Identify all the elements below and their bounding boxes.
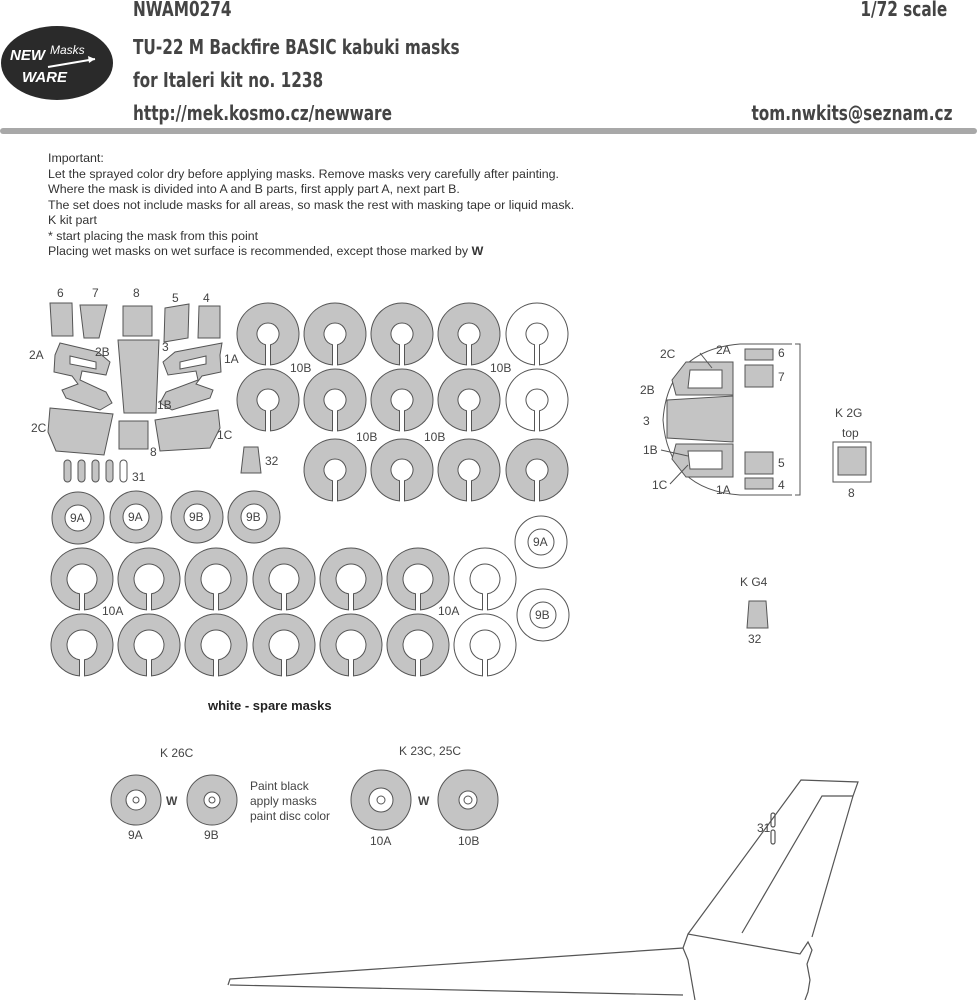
- ring-10B: [371, 303, 433, 365]
- label-7: 7: [92, 286, 99, 300]
- ring-10B: [438, 303, 500, 365]
- label-2B: 2B: [95, 345, 110, 359]
- mask-piece-1C: [155, 410, 220, 451]
- w-mark: W: [471, 244, 484, 258]
- ring-10B: [371, 439, 433, 501]
- ring-10A: [320, 548, 382, 610]
- instruction-line: The set does not include masks for all areas, so mask the rest with masking tape or liquid mask.: [48, 197, 575, 212]
- logo-ware: WARE: [22, 69, 67, 86]
- instruction-line: * start placing the mask from this point: [48, 228, 259, 243]
- product-title: TU-22 M Backfire BASIC kabuki masks: [133, 35, 460, 59]
- wheel-label-10A: 10A: [370, 834, 392, 848]
- label-5: 5: [172, 291, 179, 305]
- ring-10A: [118, 614, 180, 676]
- k26c-label: K 26C: [160, 746, 194, 760]
- label-10B: 10B: [490, 361, 512, 375]
- ring-10A: [320, 614, 382, 676]
- canopy-label-7: 7: [778, 370, 785, 384]
- instruction-line: Where the mask is divided into A and B parts, first apply part A, next part B.: [48, 182, 460, 196]
- label-10A: 10A: [102, 604, 124, 618]
- label-4: 4: [203, 291, 210, 305]
- ring-10A: [118, 548, 180, 610]
- wheel-label-9A: 9A: [128, 828, 143, 842]
- instructions-heading: Important:: [48, 151, 104, 165]
- ring-10A: [253, 548, 315, 610]
- product-code: NWAM0274: [133, 0, 232, 21]
- label-10A: 10A: [438, 604, 460, 618]
- ring-label-9A: 9A: [533, 535, 548, 549]
- tail-label-31: 31: [757, 821, 771, 835]
- mask-strip-31: [78, 460, 85, 482]
- kg4-part-label: 32: [748, 632, 762, 646]
- mask-piece-7: [80, 305, 107, 338]
- canopy-2A-inner: [688, 370, 722, 388]
- tail-strip-31: [771, 813, 775, 827]
- label-10B: 10B: [424, 430, 446, 444]
- instruction-line: K kit part: [48, 213, 97, 227]
- k23c-label: K 23C, 25C: [399, 744, 462, 758]
- k2g-mask: [838, 447, 866, 475]
- scale-label: 1/72 scale: [860, 0, 947, 21]
- mask-strip-31: [92, 460, 99, 482]
- canopy-label-1A: 1A: [716, 483, 731, 497]
- paint-note-line: apply masks: [250, 794, 317, 808]
- email-address: tom.nwkits@seznam.cz: [750, 101, 952, 125]
- ring-10B: [304, 439, 366, 501]
- label-8b: 8: [150, 445, 157, 459]
- mask-piece-32: [241, 447, 261, 473]
- canopy-4: [745, 478, 773, 489]
- ring-10A-spare: [454, 548, 516, 610]
- label-2A: 2A: [29, 348, 44, 362]
- label-31: 31: [132, 470, 146, 484]
- ring-10B: [237, 303, 299, 365]
- ring-10A-spare: [454, 614, 516, 676]
- canopy-label-2C: 2C: [660, 347, 676, 361]
- ring-label-9B: 9B: [535, 608, 550, 622]
- label-1B: 1B: [157, 398, 172, 412]
- kg4-mask: [747, 601, 768, 628]
- website-url: http://mek.kosmo.cz/newware: [133, 101, 392, 125]
- canopy-label-6: 6: [778, 346, 785, 360]
- canopy-7: [745, 365, 773, 387]
- label-6: 6: [57, 286, 64, 300]
- label-32: 32: [265, 454, 279, 468]
- instruction-text: Placing wet masks on wet surface is recommended, except those marked by: [48, 244, 469, 258]
- paint-note-line: paint disc color: [250, 809, 331, 823]
- ring-10B-spare: [506, 303, 568, 365]
- ring-10A: [387, 548, 449, 610]
- ring-10A: [387, 614, 449, 676]
- canopy-label-2A: 2A: [716, 343, 731, 357]
- mask-piece-3: [118, 340, 159, 413]
- tail-strip-31: [771, 830, 775, 844]
- kit-subtitle: for Italeri kit no. 1238: [133, 68, 324, 92]
- wheel-label-10B: 10B: [458, 834, 480, 848]
- ring-10B: [304, 303, 366, 365]
- label-1A: 1A: [224, 352, 239, 366]
- paint-note-line: Paint black: [250, 779, 309, 793]
- label-2C: 2C: [31, 421, 47, 435]
- label-10B: 10B: [290, 361, 312, 375]
- k2g-top-label: top: [842, 426, 859, 440]
- canopy-label-5: 5: [778, 456, 785, 470]
- ring-label-9A: 9A: [128, 510, 143, 524]
- ring-10B: [237, 369, 299, 431]
- ring-10B: [371, 369, 433, 431]
- ring-10A: [185, 614, 247, 676]
- ring-10A: [51, 614, 113, 676]
- canopy-5: [745, 452, 773, 474]
- mask-strip-31-spare: [120, 460, 127, 482]
- k2g-part-label: 8: [848, 486, 855, 500]
- ring-10B: [506, 439, 568, 501]
- k2g-label: K 2G: [835, 406, 863, 420]
- label-10B: 10B: [356, 430, 378, 444]
- mask-piece-5: [164, 304, 189, 342]
- w-mark-26c: W: [166, 794, 178, 808]
- mask-piece-4: [198, 306, 220, 338]
- canopy-6: [745, 349, 773, 360]
- ring-10B: [438, 369, 500, 431]
- label-3: 3: [162, 340, 169, 354]
- logo-masks: Masks: [50, 43, 85, 57]
- wheel-label-9B: 9B: [204, 828, 219, 842]
- mask-piece-2C: [48, 408, 113, 455]
- mask-strip-31: [106, 460, 113, 482]
- mask-piece-8b: [119, 421, 148, 449]
- ring-10B: [304, 369, 366, 431]
- canopy-label-3: 3: [643, 414, 650, 428]
- ring-label-9B: 9B: [189, 510, 204, 524]
- spare-masks-note: white - spare masks: [208, 698, 332, 713]
- ring-10B-spare: [506, 369, 568, 431]
- kg4-label: K G4: [740, 575, 768, 589]
- ring-label-9A: 9A: [70, 511, 85, 525]
- label-8: 8: [133, 286, 140, 300]
- canopy-1A-inner: [688, 451, 722, 469]
- canopy-3: [667, 396, 733, 442]
- canopy-label-2B: 2B: [640, 383, 655, 397]
- ring-10A: [51, 548, 113, 610]
- instruction-line: Let the sprayed color dry before applying masks. Remove masks very carefully after painting.: [48, 166, 560, 181]
- ring-10A: [185, 548, 247, 610]
- mask-strip-31: [64, 460, 71, 482]
- label-1C: 1C: [217, 428, 233, 442]
- canopy-label-1C: 1C: [652, 478, 668, 492]
- canopy-label-4: 4: [778, 478, 785, 492]
- paint-note: [250, 779, 330, 824]
- logo-new: NEW: [10, 47, 45, 64]
- ring-10B: [438, 439, 500, 501]
- ring-label-9B: 9B: [246, 510, 261, 524]
- canopy-label-1B: 1B: [643, 443, 658, 457]
- mask-piece-8: [123, 306, 152, 336]
- ring-10A: [253, 614, 315, 676]
- w-mark-23c: W: [418, 794, 430, 808]
- mask-piece-6: [50, 303, 73, 336]
